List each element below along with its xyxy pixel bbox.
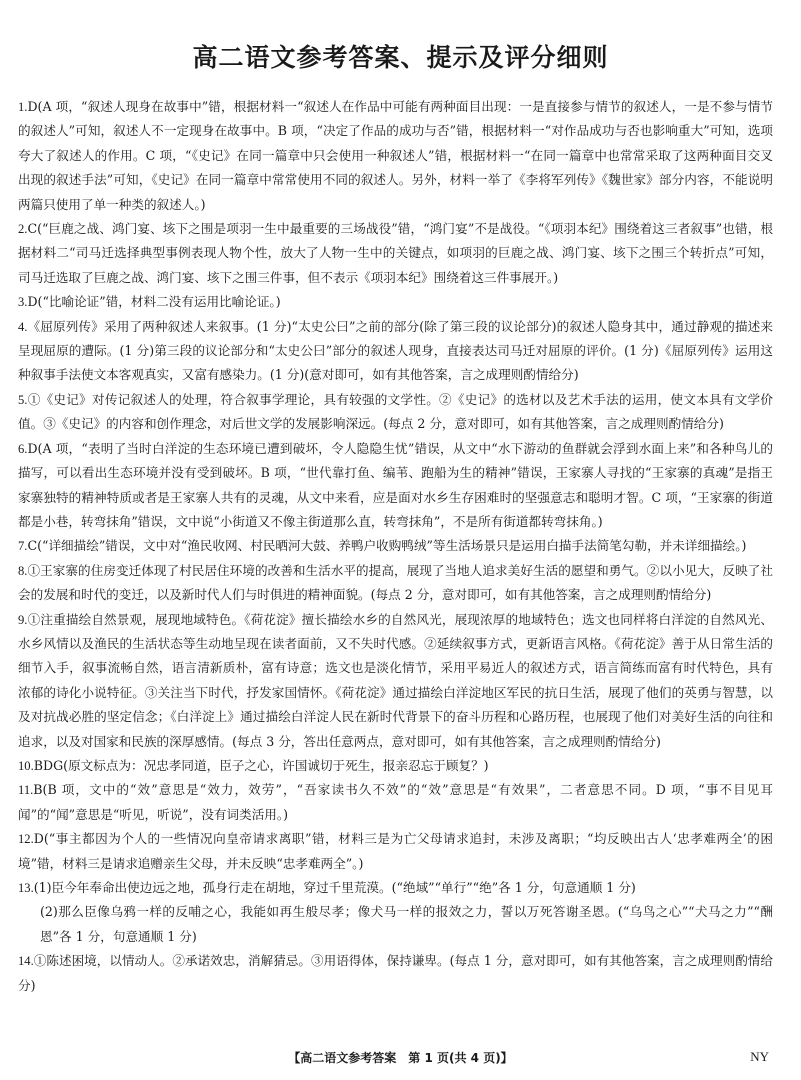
answer-number: 9.	[18, 612, 28, 627]
answer-number: 7.	[18, 539, 28, 554]
answer-item	[18, 559, 773, 608]
answer-number: 13.	[18, 881, 34, 895]
answer-item	[18, 95, 773, 217]
answer-item	[18, 827, 773, 876]
answer-text: BDG(原文标点为：况忠孝同道，臣子之心，许国诚切于死生，报亲忍忘于顾复？)	[33, 757, 489, 773]
answer-number: 6.	[18, 441, 28, 456]
answer-number: 11.	[18, 783, 34, 798]
answer-list	[18, 95, 773, 998]
footer-page-info: 【高二语文参考答案 第 1 页(共 4 页)】	[288, 1051, 513, 1065]
answer-text: D(“比喻论证”错，材料二没有运用比喻论证。)	[27, 294, 281, 310]
answer-number: 12.	[18, 832, 34, 847]
footer-code: NY	[750, 1049, 769, 1064]
answer-item	[18, 876, 773, 900]
page-title: 高二语文参考答案、提示及评分细则	[192, 43, 609, 72]
answer-number: 10.	[18, 758, 34, 773]
answer-text: C(“详细描绘”错误，文中对“渔民收网、村民晒河大鼓、养鸭户收购鸭绒”等生活场景只是运用白描手法简笔勾勒，并未详细描绘。)	[27, 538, 747, 554]
answer-text: C(“巨鹿之战、鸿门宴、垓下之围是项羽一生中最重要的三场战役”错，“鸿门宴”不是战役。“《项羽本纪》围绕着这三者叙事”也错，根据材料二“司马迁选择典型事例表现人物个性，放大了人物一生中的关键点，如项羽的巨鹿之战、鸿门宴、垓下之围三个转折点”可知，司马迁选取了巨鹿之战、鸿门宴、垓下之围三件事，但不表示《项羽本纪》围绕着这三件事展开。)	[18, 221, 773, 285]
answer-item	[18, 437, 773, 535]
answer-subitem: (2)那么臣像乌鸦一样的反哺之心，我能如再生般尽孝；像犬马一样的报效之力，誓以万死答谢圣恩。(“乌鸟之心”“犬马之力”“酬恩”各 1 分，句意通顺 1 分)	[40, 904, 773, 944]
answer-item	[18, 754, 773, 778]
answer-text: 《屈原列传》采用了两种叙述人来叙事。(1 分)“太史公曰”之前的部分(除了第三段的议论部分)的叙述人隐身其中，通过静观的描述来呈现屈原的遭际。(1 分)第三段的议论部分和“太史公曰”部分的叙述人现身，直接表达司马迁对屈原的评价。(1 分)《屈原列传》运用这种叙事手法使文本客观真实，又富有感染力。(1 分)(意对即可，如有其他答案，言之成理则酌情给分)	[18, 318, 773, 383]
answer-text: D(A 项，“叙述人现身在故事中”错，根据材料一“叙述人在作品中可能有两种面目出现：一是直接参与情节的叙述人，一是不参与情节的叙述人”可知，叙述人不一定现身在故事中。B 项，“决定了作品的成功与否”错，根据材料一“对作品成功与否也影响重大”可知，选项夸大了叙述人的作用。C 项，“《史记》在同一篇章中只会使用一种叙述人”错，根据材料一“在同一篇章中也常常采取了这两种面目交叉出现的叙述手法”可知，《史记》在同一篇章中常常使用不同的叙述人。另外，材料一举了《李将军列传》《魏世家》部分内容，不能说明两篇只使用了单一种类的叙述人。)	[18, 99, 773, 212]
answer-number: 3.	[18, 295, 28, 310]
answer-item	[18, 315, 773, 388]
answer-number: 14.	[18, 954, 34, 969]
answer-number: 5.	[18, 392, 28, 407]
answer-item	[18, 217, 773, 290]
answer-number: 1.	[18, 100, 28, 114]
answer-number: 8.	[18, 563, 28, 578]
answer-item	[18, 290, 773, 314]
answer-text: D(“事主都因为个人的一些情况向皇帝请求离职”错，材料三是为亡父母请求追封，未涉及离职；“均反映出古人‘忠孝难两全’的困境”错，材料三是请求追赠亲生父母，并未反映“忠孝难两全”。)	[18, 831, 773, 871]
answer-item	[18, 388, 773, 437]
answer-text: D(A 项，“表明了当时白洋淀的生态环境已遭到破坏，令人隐隐生忧”错误，从文中“水下游动的鱼群就会浮到水面上来”和各种鸟儿的描写，可以看出生态环境并没有受到破坏。B 项，“世代靠打鱼、编苇、跑船为生的精神”错误，王家寨人寻找的“王家寨的真魂”是指王家寨独特的精神特质或者是王家寨人共有的灵魂，从文中来看，应是面对水乡生存困难时的坚强意志和聪明才智。C 项，“王家寨的街道都是小巷，转弯抹角”错误，文中说“小街道又不像主街道那么直，转弯抹角”，不是所有街道都转弯抹角。)	[18, 440, 773, 529]
answer-item	[18, 949, 773, 998]
page-footer	[0, 1049, 801, 1069]
answer-item	[18, 608, 773, 754]
answer-number: 4.	[18, 319, 28, 334]
answer-item	[18, 534, 773, 558]
answer-text: ①王家寨的住房变迁体现了村民居住环境的改善和生活水平的提高，展现了当地人追求美好生活的愿望和勇气。②以小见大，反映了社会的发展和时代的变迁，以及新时代人们与时俱进的精神面貌。(每点 2 分，意对即可，如有其他答案，言之成理则酌情给分)	[18, 562, 773, 603]
answer-text: ①陈述困境，以情动人。②承诺效忠，消解猜忌。③用语得体，保持谦卑。(每点 1 分，意对即可，如有其他答案，言之成理则酌情给分)	[18, 953, 773, 993]
answer-text: ①《史记》对传记叙述人的处理，符合叙事学理论，具有较强的文学性。②《史记》的选材以及艺术手法的运用，使文本具有文学价值。③《史记》的内容和创作理念，对后世文学的发展影响深远。(每点 2 分，意对即可，如有其他答案，言之成理则酌情给分)	[18, 391, 773, 432]
answer-text: (1)臣今年奉命出使边远之地，孤身行走在胡地，穿过千里荒漠。(“绝域”“单行”“绝”各 1 分，句意通顺 1 分)	[33, 880, 636, 895]
answer-item	[18, 778, 773, 827]
answer-text: ①注重描绘自然景观，展现地域特色。《荷花淀》擅长描绘水乡的自然风光，展现浓厚的地域特色；选文也同样将白洋淀的自然风光、水乡风情以及渔民的生活状态等生动地呈现在读者面前，又不失时代感。②延续叙事方式，更新语言风格。《荷花淀》善于从日常生活的细节入手，叙事流畅自然，语言清新质朴，富有诗意；选文也是淡化情节，采用平易近人的叙述方式，语言简练而富有时代特色，具有浓郁的诗化小说特征。③关注当下时代，抒发家国情怀。《荷花淀》通过描绘白洋淀地区军民的抗日生活，展现了他们的英勇与智慧，以及对抗战必胜的坚定信念；《白洋淀上》通过描绘白洋淀人民在新时代背景下的奋斗历程和心路历程，也展现了他们对美好生活的向往和追求，以及对国家和民族的深厚感情。(每点 3 分，答出任意两点，意对即可，如有其他答案，言之成理则酌情给分)	[18, 611, 773, 749]
answer-number: 2.	[18, 222, 28, 237]
answer-text: B(B 项，文中的“效”意思是“效力，效劳”，“吾家读书久不效”的“效”意思是“有效果”，二者意思不同。D 项，“事不目见耳闻”的“闻”意思是“听见，听说”，没有词类活用。)	[18, 782, 773, 822]
